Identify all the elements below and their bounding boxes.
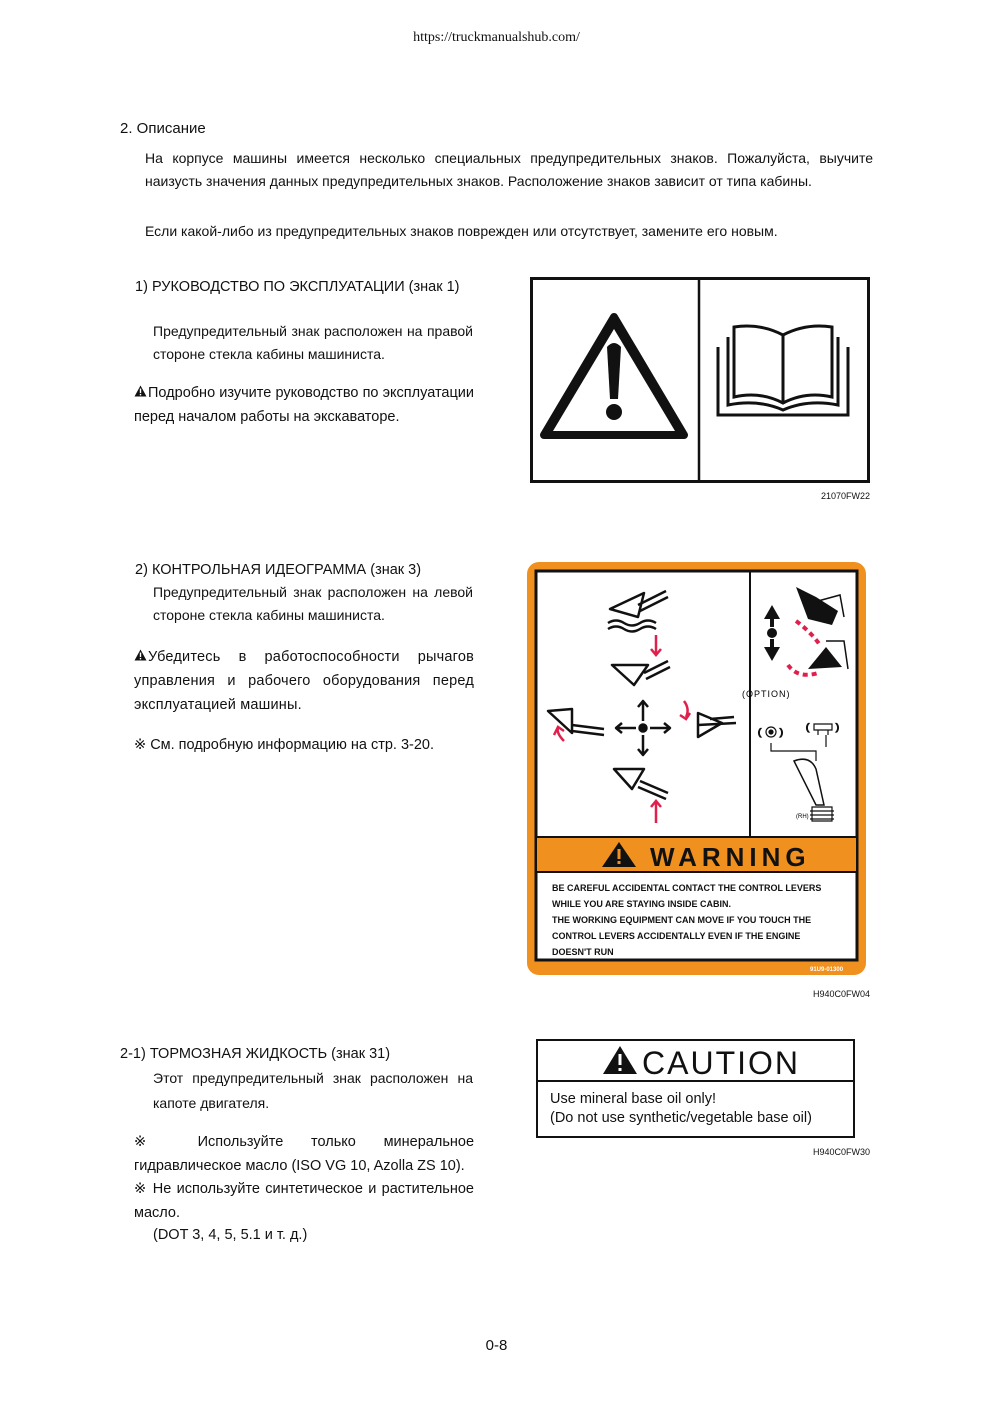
item1-warning-text: Подробно изучите руководство по эксплуатации перед началом работы на экскаваторе. bbox=[134, 385, 474, 425]
item3-heading bbox=[120, 1043, 480, 1065]
item1-sign: (знак 1) bbox=[408, 279, 460, 295]
warning-line: CONTROL LEVERS ACCIDENTALLY EVEN IF THE ENGINE bbox=[552, 931, 801, 941]
item3-note-text: Используйте только минеральное гидравлическое масло (ISO VG 10, Azolla ZS 10). bbox=[134, 1134, 475, 1174]
note-mark: ※ bbox=[134, 1134, 170, 1150]
item1-warning bbox=[134, 381, 474, 429]
item2-warning-text: Убедитесь в работоспособности рычагов управления и рабочего оборудования перед эксплуатацией машины. bbox=[134, 649, 474, 713]
section-title: 2. Описание bbox=[120, 120, 206, 137]
item3-sign: (знак 31) bbox=[331, 1046, 391, 1062]
item2-sign: (знак 3) bbox=[370, 562, 422, 578]
item1-title: РУКОВОДСТВО ПО ЭКСПЛУАТАЦИИ bbox=[151, 279, 405, 295]
item3-note-text: Не используйте синтетическое и растительное масло. bbox=[134, 1181, 474, 1221]
item3-title: ТОРМОЗНАЯ ЖИДКОСТЬ bbox=[149, 1046, 328, 1062]
item1-body: Предупредительный знак расположен на правой стороне стекла кабины машиниста. bbox=[153, 323, 473, 362]
note-mark: ※ bbox=[134, 1181, 148, 1197]
warning-triangle-icon bbox=[134, 645, 148, 669]
item3-caption: H940C0FW30 bbox=[812, 1147, 870, 1157]
item3-note-2 bbox=[134, 1177, 474, 1225]
caution-line: (Do not use synthetic/vegetable base oil) bbox=[550, 1110, 812, 1126]
item1-number: 1) bbox=[135, 279, 148, 295]
caution-line: Use mineral base oil only! bbox=[550, 1091, 717, 1107]
item3-dot: (DOT 3, 4, 5, 5.1 и т. д.) bbox=[153, 1227, 308, 1243]
page-number: 0-8 bbox=[485, 1337, 508, 1354]
item2-caption: H940C0FW04 bbox=[812, 989, 870, 999]
item2-body: Предупредительный знак расположен на левой стороне стекла кабины машиниста. bbox=[153, 584, 473, 623]
note-mark: ※ bbox=[134, 737, 147, 753]
rh-label: (RH) bbox=[796, 814, 809, 820]
svg-text:(: ( bbox=[758, 727, 761, 737]
option-label: (OPTION) bbox=[742, 689, 791, 699]
item2-note-text: См. подробную информацию на стр. 3-20. bbox=[150, 737, 435, 753]
svg-text:): ) bbox=[780, 727, 783, 737]
item2-number: 2) bbox=[135, 562, 148, 578]
control-pattern-decal bbox=[526, 561, 867, 981]
item1-heading bbox=[135, 276, 475, 298]
caution-word: CAUTION bbox=[642, 1045, 800, 1081]
item3-body: Этот предупредительный знак расположен на капоте двигателя. bbox=[153, 1070, 473, 1111]
item2-note bbox=[134, 733, 474, 757]
intro-paragraph-1: На корпусе машины имеется несколько специальных предупредительных знаков. Пожалуйста, выучите наизусть значения данных предупредительных знаков. Расположение знаков зависит от типа кабины. bbox=[145, 150, 873, 189]
manual-decal bbox=[530, 277, 870, 488]
part-number: 91U9-01300 bbox=[810, 967, 844, 973]
warning-word: WARNING bbox=[650, 842, 811, 872]
warning-line: THE WORKING EQUIPMENT CAN MOVE IF YOU TOUCH THE bbox=[552, 915, 812, 925]
caution-decal bbox=[536, 1039, 856, 1144]
item2-warning bbox=[134, 645, 474, 717]
item3-note-1 bbox=[134, 1130, 474, 1178]
svg-text:): ) bbox=[836, 722, 839, 732]
warning-line: DOESN'T RUN bbox=[552, 947, 614, 957]
warning-triangle-icon bbox=[134, 381, 148, 405]
item2-title: КОНТРОЛЬНАЯ ИДЕОГРАММА bbox=[151, 562, 367, 578]
item2-heading bbox=[135, 559, 475, 581]
warning-line: BE CAREFUL ACCIDENTAL CONTACT THE CONTROL LEVERS bbox=[552, 883, 822, 893]
item1-caption: 21070FW22 bbox=[820, 491, 870, 501]
header-url[interactable]: https://truckmanualshub.com/ bbox=[413, 30, 580, 45]
item3-number: 2-1) bbox=[120, 1046, 146, 1062]
intro-paragraph-2: Если какой-либо из предупредительных знаков поврежден или отсутствует, замените его новым. bbox=[145, 223, 778, 239]
warning-line: WHILE YOU ARE STAYING INSIDE CABIN. bbox=[552, 899, 732, 909]
svg-text:(: ( bbox=[806, 722, 809, 732]
